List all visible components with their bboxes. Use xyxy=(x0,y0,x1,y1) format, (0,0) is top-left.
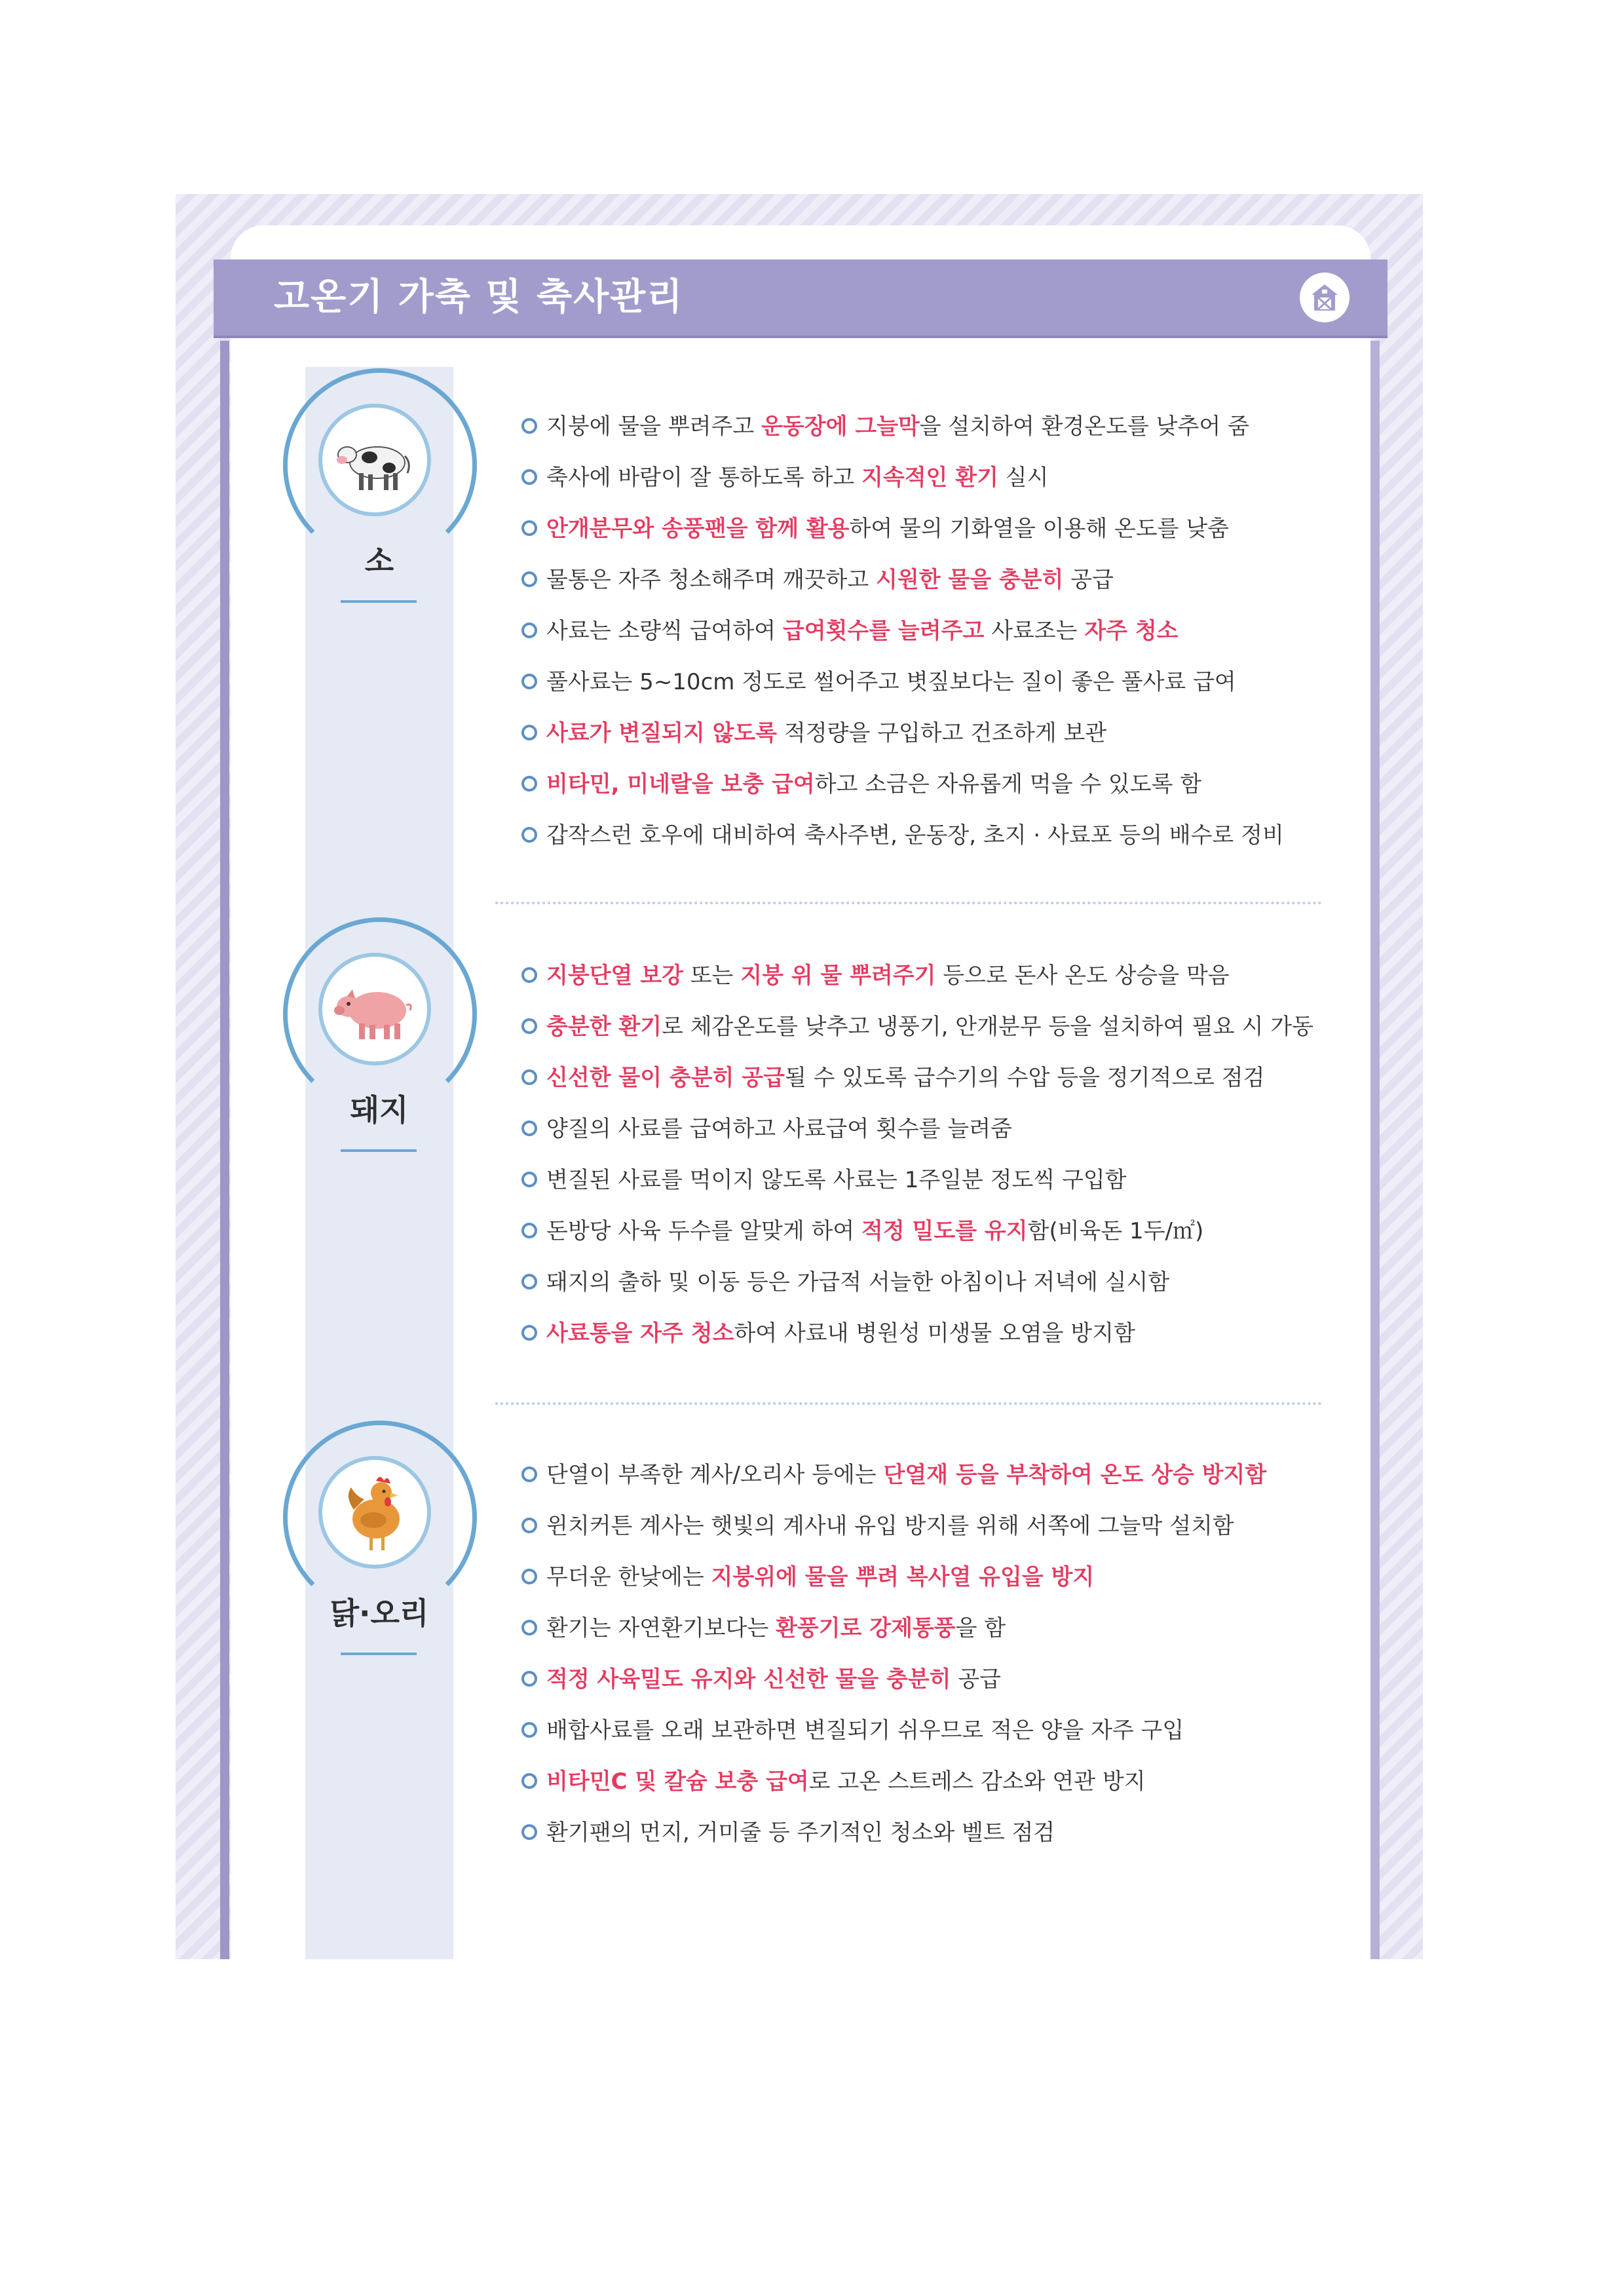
chicken-icon xyxy=(329,1466,421,1558)
label-underline xyxy=(341,600,417,603)
label-underline xyxy=(341,1653,417,1655)
pig-care-list xyxy=(521,950,1313,1359)
cow-care-list xyxy=(521,401,1284,861)
animal-label-pig: 돼지 xyxy=(350,1092,409,1128)
bullet-icon xyxy=(521,1671,537,1687)
bullet-icon xyxy=(521,1466,537,1482)
bullet-icon xyxy=(521,725,537,740)
list-item: 단열이 부족한 계사/오리사 등에는 단열재 등을 부착하여 온도 상승 방지함 xyxy=(521,1449,1266,1501)
badge-circle xyxy=(318,1456,431,1569)
bullet-icon xyxy=(521,1518,537,1533)
bullet-icon xyxy=(521,1722,537,1738)
bullet-icon xyxy=(521,1223,537,1238)
bullet-icon xyxy=(521,1325,537,1341)
pig-icon xyxy=(329,963,421,1055)
chicken-duck-care-list xyxy=(521,1449,1266,1858)
bullet-icon xyxy=(521,1274,537,1290)
bullet-icon xyxy=(521,622,537,638)
list-item: 돈방당 사육 두수를 알맞게 하여 적정 밀도를 유지함(비육돈 1두/㎡) xyxy=(521,1206,1313,1257)
animal-column xyxy=(305,367,453,1959)
animal-label-chicken-duck: 닭·오리 xyxy=(330,1596,429,1631)
home-button[interactable] xyxy=(1300,273,1350,322)
list-item: 적정 사육밀도 유지와 신선한 물을 충분히 공급 xyxy=(521,1654,1266,1705)
page-title: 고온기 가축 및 축사관리 xyxy=(274,276,684,318)
chicken-badge xyxy=(283,1421,477,1617)
list-item: 안개분무와 송풍팬을 함께 활용하여 물의 기화열을 이용해 온도를 낮춤 xyxy=(521,503,1284,554)
list-item: 사료통을 자주 청소하여 사료내 병원성 미생물 오염을 방지함 xyxy=(521,1308,1313,1359)
list-item: 무더운 한낮에는 지붕위에 물을 뿌려 복사열 유입을 방지 xyxy=(521,1552,1266,1603)
list-item: 지붕에 물을 뿌려주고 운동장에 그늘막을 설치하여 환경온도를 낮추어 줌 xyxy=(521,401,1284,452)
list-item: 변질된 사료를 먹이지 않도록 사료는 1주일분 정도씩 구입함 xyxy=(521,1155,1313,1206)
bullet-icon xyxy=(521,674,537,689)
list-item: 돼지의 출하 및 이동 등은 가급적 서늘한 아침이나 저녁에 실시함 xyxy=(521,1257,1313,1308)
bullet-icon xyxy=(521,469,537,485)
header-bar xyxy=(214,259,1388,335)
bullet-icon xyxy=(521,571,537,587)
list-item: 풀사료는 5~10cm 정도로 썰어주고 볏짚보다는 질이 좋은 풀사료 급여 xyxy=(521,657,1284,708)
bullet-icon xyxy=(521,827,537,843)
list-item: 환기팬의 먼지, 거미줄 등 주기적인 청소와 벨트 점검 xyxy=(521,1807,1266,1858)
list-item: 환기는 자연환기보다는 환풍기로 강제통풍을 함 xyxy=(521,1603,1266,1654)
list-item: 신선한 물이 충분히 공급될 수 있도록 급수기의 수압 등을 정기적으로 점검 xyxy=(521,1052,1313,1103)
badge-circle xyxy=(318,404,431,516)
bullet-icon xyxy=(521,1620,537,1636)
card-border-left xyxy=(220,341,229,1959)
list-item: 비타민, 미네랄을 보충 급여하고 소금은 자유롭게 먹을 수 있도록 함 xyxy=(521,759,1284,810)
bullet-icon xyxy=(521,1120,537,1136)
list-item: 물통은 자주 청소해주며 깨끗하고 시원한 물을 충분히 공급 xyxy=(521,554,1284,605)
bullet-icon xyxy=(521,1569,537,1584)
list-item: 양질의 사료를 급여하고 사료급여 횟수를 늘려줌 xyxy=(521,1103,1313,1155)
list-item: 사료는 소량씩 급여하여 급여횟수를 늘려주고 사료조는 자주 청소 xyxy=(521,605,1284,657)
section-divider xyxy=(495,902,1322,904)
home-barn-icon xyxy=(1309,282,1340,313)
label-underline xyxy=(341,1149,417,1152)
bullet-icon xyxy=(521,1172,537,1187)
animal-label-cow: 소 xyxy=(364,543,394,579)
bullet-icon xyxy=(521,520,537,536)
bullet-icon xyxy=(521,1773,537,1789)
list-item: 비타민C 및 칼슘 보충 급여로 고온 스트레스 감소와 연관 방지 xyxy=(521,1756,1266,1807)
list-item: 충분한 환기로 체감온도를 낮추고 냉풍기, 안개분무 등을 설치하여 필요 시 가동 xyxy=(521,1001,1313,1052)
badge-circle xyxy=(318,953,431,1065)
pig-badge xyxy=(283,917,477,1114)
cow-badge xyxy=(283,368,477,565)
list-item: 윈치커튼 계사는 햇빛의 계사내 유입 방지를 위해 서쪽에 그늘막 설치함 xyxy=(521,1501,1266,1552)
bullet-icon xyxy=(521,967,537,983)
list-item: 사료가 변질되지 않도록 적정량을 구입하고 건조하게 보관 xyxy=(521,708,1284,759)
list-item: 갑작스런 호우에 대비하여 축사주변, 운동장, 초지 · 사료포 등의 배수로 정비 xyxy=(521,810,1284,861)
bullet-icon xyxy=(521,1018,537,1034)
section-divider xyxy=(495,1402,1322,1405)
cow-icon xyxy=(329,414,421,506)
list-item: 지붕단열 보강 또는 지붕 위 물 뿌려주기 등으로 돈사 온도 상승을 막음 xyxy=(521,950,1313,1001)
list-item: 배합사료를 오래 보관하면 변질되기 쉬우므로 적은 양을 자주 구입 xyxy=(521,1705,1266,1756)
bullet-icon xyxy=(521,776,537,792)
bullet-icon xyxy=(521,418,537,434)
bullet-icon xyxy=(521,1824,537,1840)
list-item: 축사에 바람이 잘 통하도록 하고 지속적인 환기 실시 xyxy=(521,452,1284,503)
card-border-right xyxy=(1370,341,1380,1959)
bullet-icon xyxy=(521,1069,537,1085)
